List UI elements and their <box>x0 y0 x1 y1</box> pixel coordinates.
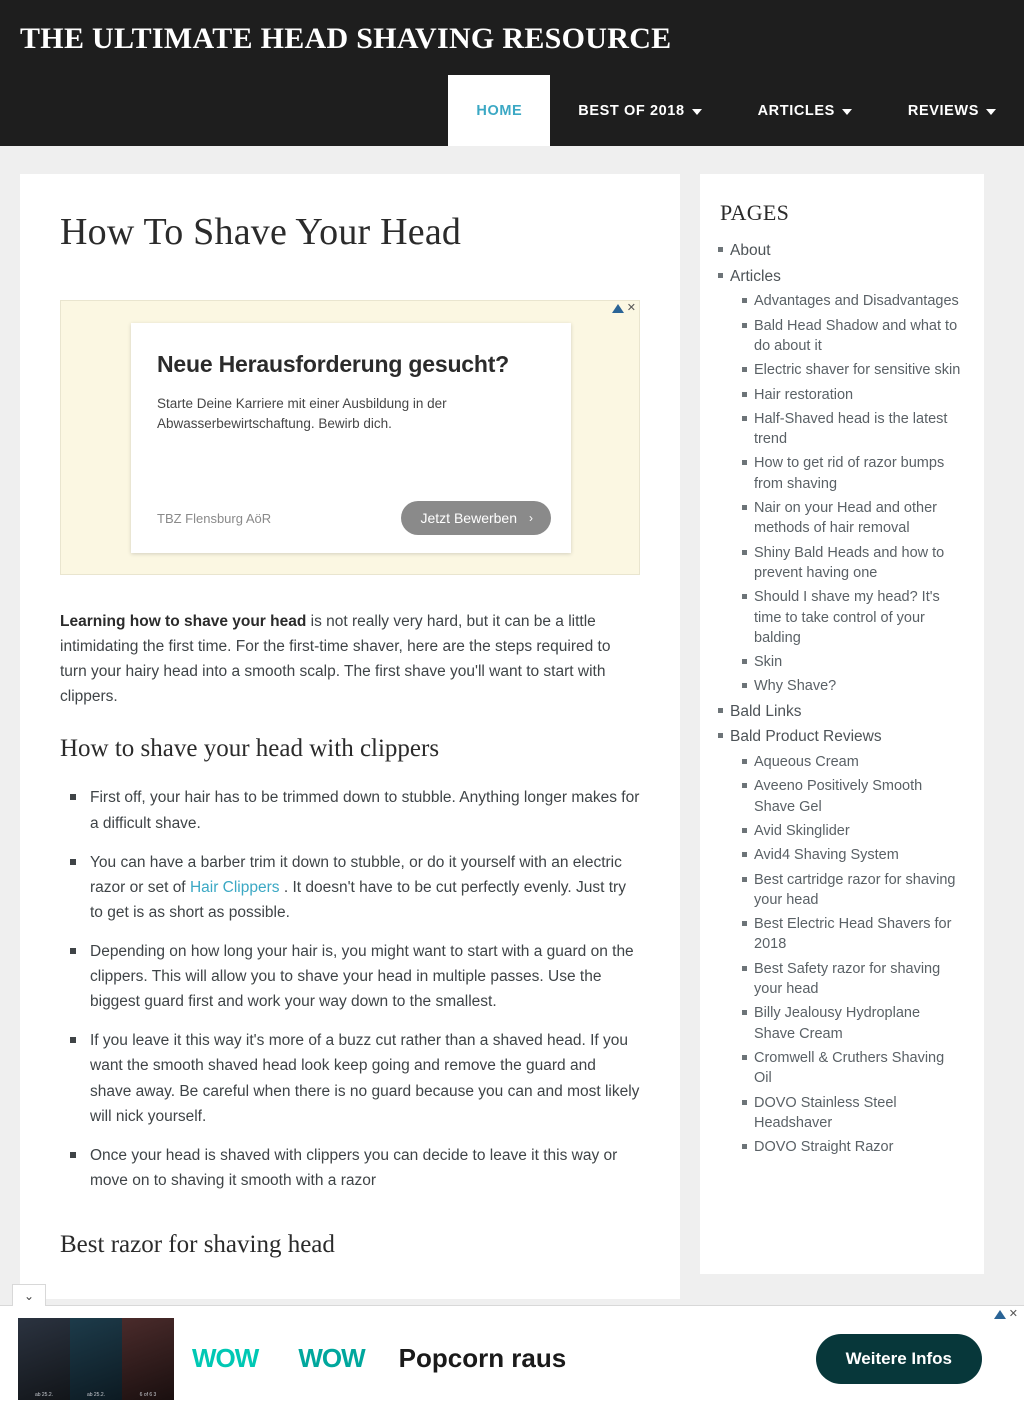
nav-item-home[interactable] <box>448 75 550 146</box>
page-title: How To Shave Your Head <box>60 211 462 253</box>
list-item[interactable] <box>754 821 964 841</box>
bottom-ad-headline: Popcorn raus <box>398 1343 567 1373</box>
sidebar-item-label[interactable]: Bald Links <box>730 702 802 720</box>
sidebar-item-label[interactable]: Billy Jealousy Hydroplane Shave Cream <box>754 1005 921 1042</box>
ad-thumbnail-caption: 6 of 6 3 <box>139 1391 157 1398</box>
sidebar-item-label[interactable]: Shiny Bald Heads and how to prevent having one <box>754 544 945 581</box>
sidebar-sublist-articles <box>730 291 964 696</box>
list-item[interactable] <box>754 959 964 1000</box>
sidebar-item-label[interactable]: How to get rid of razor bumps from shaving <box>754 455 945 492</box>
sidebar-item-label[interactable]: DOVO Straight Razor <box>754 1139 894 1156</box>
sidebar-item-label[interactable]: DOVO Stainless Steel Headshaver <box>754 1094 897 1131</box>
ad-cta-button[interactable] <box>401 501 552 535</box>
wow-brand-label: WOW <box>298 1343 365 1373</box>
sidebar-item-label[interactable]: Best cartridge razor for shaving your head <box>754 871 956 908</box>
collapse-ad-button[interactable]: ⌄ <box>12 1284 46 1306</box>
sidebar-sublist-reviews <box>730 752 964 1157</box>
list-item[interactable] <box>754 409 964 450</box>
sidebar-item-label[interactable]: Bald Head Shadow and what to do about it <box>754 317 958 354</box>
bottom-advertisement-bar[interactable] <box>0 1288 1024 1411</box>
ad-choices-icon[interactable] <box>612 304 624 313</box>
nav-item-label: HOME <box>476 102 523 119</box>
sidebar-item-label[interactable]: Skin <box>754 654 783 671</box>
step-text-after: . It doesn't have to be cut perfectly evenly. Just try to get is as short as possible. <box>90 878 626 921</box>
list-item[interactable] <box>754 291 964 311</box>
ad-headline: Neue Herausforderung gesucht? <box>157 351 510 377</box>
list-item[interactable] <box>754 914 964 955</box>
nav-item-label: BEST OF 2018 <box>578 102 685 119</box>
main-navigation <box>448 75 1024 146</box>
list-item[interactable] <box>754 752 964 772</box>
list-item <box>82 850 640 925</box>
list-item[interactable] <box>754 385 964 405</box>
close-icon[interactable]: ✕ <box>1008 1308 1018 1320</box>
list-item[interactable] <box>754 360 964 380</box>
list-item[interactable] <box>754 652 964 672</box>
ad-thumbnail-caption: ab 25.2. <box>34 1391 54 1398</box>
chevron-right-icon: › <box>529 511 533 525</box>
step-text: You can have a barber trim it down to stubble, or do it yourself with an electric razor or set of <box>90 853 622 896</box>
article-content <box>20 174 680 1299</box>
ad-choices-controls[interactable] <box>612 303 636 314</box>
list-item[interactable] <box>754 1003 964 1044</box>
list-item[interactable] <box>754 776 964 817</box>
inline-advertisement[interactable] <box>60 300 640 575</box>
sidebar-item-label[interactable]: About <box>730 242 771 259</box>
sidebar-item-label[interactable]: Electric shaver for sensitive skin <box>754 362 961 379</box>
ad-thumbnail <box>122 1318 174 1400</box>
sidebar-page-list <box>708 240 964 1157</box>
nav-item-reviews[interactable] <box>880 75 1024 146</box>
list-item[interactable] <box>754 870 964 911</box>
sidebar-item-label[interactable]: Aveeno Positively Smooth Shave Gel <box>754 778 923 815</box>
sidebar-item-label[interactable]: Hair restoration <box>754 386 854 403</box>
list-item[interactable] <box>754 1093 964 1134</box>
chevron-down-icon <box>692 109 702 115</box>
section-heading-clippers: How to shave your head with clippers <box>60 735 440 763</box>
ad-thumbnail <box>18 1318 70 1400</box>
close-icon[interactable]: ✕ <box>626 302 636 314</box>
nav-item-label: ARTICLES <box>757 102 835 119</box>
step-text: Once your head is shaved with clippers you can decide to leave it this way or move on to shaving it smooth with a razor <box>90 1146 618 1189</box>
sidebar-item-label[interactable]: Avid Skinglider <box>754 822 850 839</box>
list-item[interactable] <box>754 498 964 539</box>
ad-thumbnail-caption: ab 25.2. <box>86 1391 106 1398</box>
ad-creative[interactable] <box>131 323 571 553</box>
wow-logo-icon: WOW <box>192 1343 259 1373</box>
chevron-down-icon <box>986 109 996 115</box>
list-item[interactable] <box>754 676 964 696</box>
ad-advertiser-name: TBZ Flensburg AöR <box>157 510 272 526</box>
ad-cta-label: Jetzt Bewerben <box>420 510 517 526</box>
steps-list <box>60 785 640 1193</box>
sidebar-item-bald-product-reviews[interactable] <box>730 726 964 1157</box>
sidebar-item-bald-links[interactable] <box>730 701 964 723</box>
site-title: THE ULTIMATE HEAD SHAVING RESOURCE <box>20 22 672 55</box>
ad-thumbnail-strip <box>18 1318 174 1400</box>
intro-lead: Learning how to shave your head <box>60 613 307 630</box>
sidebar-item-label[interactable]: Should I shave my head? It's time to take control of your balding <box>754 589 940 646</box>
intro-paragraph <box>60 609 640 709</box>
site-header <box>0 0 1024 146</box>
list-item <box>82 785 640 835</box>
step-text: If you leave it this way it's more of a buzz cut rather than a shaved head. If you want the smooth shaved head look keep going and remove the guard and shave away. Be careful when there is no guard because you can and most likely will nick yourself. <box>90 1032 640 1125</box>
hair-clippers-link[interactable]: Hair Clippers <box>189 878 280 896</box>
sidebar-item-label[interactable]: Best Safety razor for shaving your head <box>754 960 941 998</box>
sidebar-item-label[interactable]: Cromwell & Cruthers Shaving Oil <box>754 1049 945 1087</box>
list-item <box>82 1143 640 1193</box>
sidebar-item-label[interactable]: Articles <box>730 267 781 285</box>
step-text: Depending on how long your hair is, you might want to start with a guard on the clippers. This will allow you to shave your head in multiple passes. Use the biggest guard first and work your way down to the smallest. <box>90 942 634 1011</box>
section-heading-best-razor: Best razor for shaving head <box>60 1230 335 1258</box>
ad-thumbnail <box>70 1318 122 1400</box>
page-wrapper <box>0 146 1024 1299</box>
ad-body-text: Starte Deine Karriere mit einer Ausbildung in der Abwasserbewirtschaftung. Bewirb dich. <box>157 396 447 431</box>
sidebar-item-label[interactable]: Avid4 Shaving System <box>754 847 899 864</box>
step-text: First off, your hair has to be trimmed down to stubble. Anything longer makes for a difficult shave. <box>90 789 640 832</box>
ad-choices-icon[interactable] <box>994 1310 1006 1319</box>
chevron-down-icon <box>842 109 852 115</box>
list-item[interactable] <box>754 845 964 865</box>
sidebar-item-label[interactable]: Best Electric Head Shavers for 2018 <box>754 916 952 953</box>
sidebar-item-label[interactable]: Aqueous Cream <box>754 754 859 771</box>
sidebar-item-label[interactable]: Nair on your Head and other methods of hair removal <box>754 500 937 537</box>
list-item <box>82 939 640 1014</box>
sidebar-item-label[interactable]: Advantages and Disadvantages <box>754 293 959 310</box>
list-item[interactable] <box>754 543 964 584</box>
list-item[interactable] <box>754 1137 964 1157</box>
ad-choices-controls[interactable] <box>994 1309 1018 1320</box>
bottom-ad-cta-button[interactable]: Weitere Infos <box>816 1334 982 1384</box>
sidebar-heading-pages: PAGES <box>720 200 790 225</box>
sidebar <box>700 174 984 1274</box>
sidebar-item-label[interactable]: Bald Product Reviews <box>730 728 882 746</box>
list-item[interactable] <box>754 453 964 494</box>
list-item[interactable] <box>754 1048 964 1089</box>
list-item <box>82 1028 640 1128</box>
list-item[interactable] <box>754 587 964 648</box>
nav-item-best-of-2018[interactable] <box>550 75 729 146</box>
sidebar-item-about[interactable] <box>730 240 964 262</box>
sidebar-item-label[interactable]: Why Shave? <box>754 678 837 695</box>
sidebar-item-label[interactable]: Half-Shaved head is the latest trend <box>754 410 948 448</box>
intro-rest: is not really very hard, but it can be a little intimidating the first time. For the first-time shaver, here are the steps required to turn your hairy head into a smooth scalp. The first shave you'll want to start with clippers. <box>60 613 611 706</box>
ad-footer <box>157 501 551 535</box>
list-item[interactable] <box>754 316 964 357</box>
sidebar-item-articles[interactable] <box>730 266 964 697</box>
nav-item-label: REVIEWS <box>907 102 979 119</box>
nav-item-articles[interactable] <box>730 75 880 146</box>
